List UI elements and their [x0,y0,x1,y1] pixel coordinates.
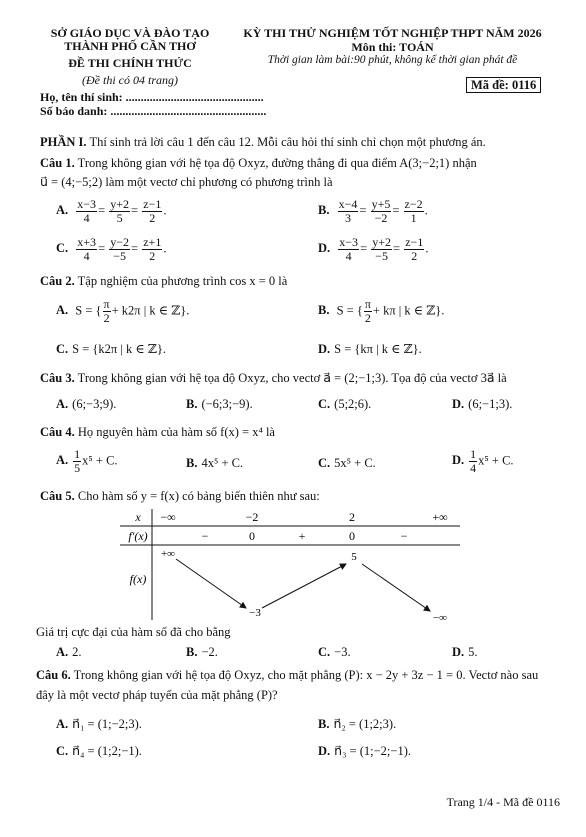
denominator: −2 [374,211,388,225]
option-text: −3. [334,645,351,659]
option-text: 4x⁵ + C. [201,456,244,470]
q1-option-c[interactable]: C. $\frac{x+3}{4}$ = $\frac{y-2}{-5}$ = $\frac{z+1}{2}$ . [56,235,167,263]
numerator: y+2 [110,197,130,211]
option-key: A. [56,203,69,218]
option-text: S = {kπ | k ∈ ℤ}. [334,342,422,356]
option-key: C. [318,645,331,659]
option-text: 5x⁵ + C. [334,456,376,470]
q5-option-a[interactable] [56,644,82,660]
numerator: x+3 [77,235,97,249]
numerator: x−4 [338,197,358,211]
option-key: B. [318,717,330,731]
q5-option-c[interactable] [318,644,351,660]
q1-option-d[interactable]: D. $\frac{x-3}{4}$ = $\frac{y+2}{-5}$ = $\frac{z-1}{2}$ . [318,235,429,263]
option-key: B. [318,203,330,218]
option-text: 2. [72,645,82,659]
q1-stem-line2: u⃗ = (4;−5;2) làm một vectơ chỉ phương có phương trình là [40,175,333,189]
numerator: y+5 [371,197,391,211]
page-footer: Trang 1/4 - Mã đề 0116 [446,795,560,809]
numerator: π [364,297,371,311]
option-key: A. [56,645,69,659]
q1-option-b[interactable]: B. $\frac{x-4}{3}$ = $\frac{y+5}{-2}$ = $\frac{z-2}{1}$ . [318,197,428,225]
denominator: −5 [375,249,389,263]
option-text: n⃗₄ = (1;2;−1). [72,744,142,758]
fp-sign: − [201,529,209,543]
q6-option-c[interactable] [56,743,142,759]
option-text: (−6;3;−9). [201,397,253,411]
part1-text: Thí sinh trả lời câu 1 đến câu 12. Mỗi câu hỏi thí sinh chỉ chọn một phương án. [89,135,486,149]
option-text: S = {k2π | k ∈ ℤ}. [72,342,166,356]
denominator: 3 [344,211,351,225]
dept-line1: SỞ GIÁO DỤC VÀ ĐÀO TẠO [50,26,210,40]
q2-label: Câu 2. [40,274,75,288]
q6-stem-line1 [36,667,566,683]
numerator: π [103,297,110,311]
option-key: D. [452,453,465,468]
option-key: A. [56,303,69,318]
numerator: z+1 [143,235,162,249]
fp-zero: 0 [249,529,255,543]
f-max: 5 [351,551,357,563]
q5-option-d[interactable] [452,644,478,660]
q6-text1: Trong không gian với hệ tọa độ Oxyz, cho mặt phẳng (P): x − 2y + 3z − 1 = 0. Vectơ nào sau [73,668,539,682]
f-label: f(x) [129,572,147,586]
q5-label: Câu 5. [40,489,75,503]
pages-note: (Đề thi có 04 trang) [82,73,178,87]
candidate-number-line: Số báo danh: .................................................... [40,104,267,118]
q1-text1: Trong không gian với hệ tọa độ Oxyz, đường thẳng đi qua điểm A(3;−2;1) nhận [77,156,477,170]
q1-option-a[interactable]: A. $\frac{x-3}{4}$ = $\frac{y+2}{5}$ = $\frac{z-1}{2}$ . [56,197,167,225]
numerator: z−1 [405,235,424,249]
numerator: z−1 [143,197,162,211]
numerator: z−2 [404,197,423,211]
option-key: C. [56,342,69,356]
set-open: S = { [75,303,102,318]
option-key: C. [318,397,331,411]
numerator: x−3 [339,235,359,249]
option-key: D. [318,744,331,758]
subject: Môn thi: TOÁN [351,40,434,54]
denominator: 2 [364,311,371,325]
exam-title: KỲ THI THỬ NGHIỆM TỐT NGHIỆP THPT NĂM 2026 [243,26,542,40]
time-limit: Thời gian làm bài:90 phút, không kể thời gian phát đề [267,54,518,66]
set-open: S = { [336,303,363,318]
denominator: 2 [103,311,110,325]
option-key: A. [56,453,69,468]
option-key: B. [318,303,330,318]
option-text: (6;−1;3). [468,397,513,411]
arrow-decrease [362,564,430,611]
candidate-name-line: Họ, tên thí sinh: .............................................. [40,90,264,104]
option-key: B. [186,397,198,411]
denominator: −5 [113,249,127,263]
fp-label: f′(x) [128,529,148,543]
q5-text: Cho hàm số y = f(x) có bảng biến thiên như sau: [77,489,320,503]
fp-sign: + [298,529,306,543]
option-text: n⃗₁ = (1;−2;3). [72,717,142,731]
option-key: A. [56,717,69,731]
q6-option-a[interactable] [56,716,142,732]
option-key: C. [56,744,69,758]
option-key: A. [56,397,69,411]
numerator: y+2 [372,235,392,249]
x-val: 2 [349,510,355,524]
set-rest: + k2π | k ∈ ℤ}. [111,303,190,318]
q6-option-b[interactable] [318,716,396,732]
option-text: 5. [468,645,478,659]
q4-text: Họ nguyên hàm của hàm số f(x) = x⁴ là [77,425,275,439]
x-val: −∞ [160,510,176,524]
dept-line2: THÀNH PHỐ CẦN THƠ [64,39,196,53]
option-text: n⃗₃ = (1;−2;−1). [334,744,411,758]
q3-text: Trong không gian với hệ tọa độ Oxyz, cho vectơ a⃗ = (2;−1;3). Tọa độ của vectơ 3a⃗ là [77,371,507,385]
q5-question: Giá trị cực đại của hàm số đã cho bằng [36,625,231,639]
denominator: 2 [149,211,156,225]
q6-stem-line2: đây là một vectơ pháp tuyến của mặt phẳng (P)? [36,688,278,702]
option-key: C. [56,241,69,256]
x-label: x [135,510,141,524]
fp-zero: 0 [349,529,355,543]
numerator: y−2 [110,235,130,249]
option-text: −2. [201,645,218,659]
fp-sign: − [400,529,408,543]
option-text: x⁵ + C. [478,453,514,468]
f-min: −3 [249,607,261,619]
q4-label: Câu 4. [40,425,75,439]
q5-option-b[interactable] [186,644,218,660]
option-key: D. [452,397,465,411]
f-top-left: +∞ [160,548,176,560]
numerator: 1 [74,447,81,461]
arrow-decrease [176,559,246,608]
set-rest: + kπ | k ∈ ℤ}. [372,303,445,318]
option-key: B. [186,645,198,659]
option-key: C. [318,456,331,470]
q6-label: Câu 6. [36,668,71,682]
option-text: (5;2;6). [334,397,372,411]
numerator: 1 [470,447,477,461]
option-key: B. [186,456,198,470]
option-text: n⃗₂ = (1;2;3). [333,717,397,731]
denominator: 4 [83,249,90,263]
denominator: 5 [74,461,81,475]
arrow-increase [262,564,346,608]
official-label: ĐỀ THI CHÍNH THỨC [68,56,192,70]
denominator: 4 [470,461,477,475]
q3-label: Câu 3. [40,371,75,385]
part1-label: PHẦN I. [40,135,87,149]
numerator: x−3 [77,197,97,211]
q6-option-d[interactable] [318,743,411,759]
option-text: x⁵ + C. [82,453,118,468]
option-key: D. [318,342,331,356]
exam-code: Mã đề: 0116 [466,77,541,93]
denominator: 5 [116,211,123,225]
denominator: 2 [411,249,418,263]
q1-label: Câu 1. [40,156,75,170]
f-bottom-right: −∞ [432,612,448,624]
x-val: −2 [245,510,259,524]
x-val: +∞ [432,510,448,524]
option-key: D. [452,645,465,659]
option-key: D. [318,241,331,256]
q2-text: Tập nghiệm của phương trình cos x = 0 là [77,274,288,288]
denominator: 2 [149,249,156,263]
denominator: 4 [345,249,352,263]
denominator: 4 [83,211,90,225]
option-text: (6;−3;9). [72,397,117,411]
denominator: 1 [410,211,417,225]
